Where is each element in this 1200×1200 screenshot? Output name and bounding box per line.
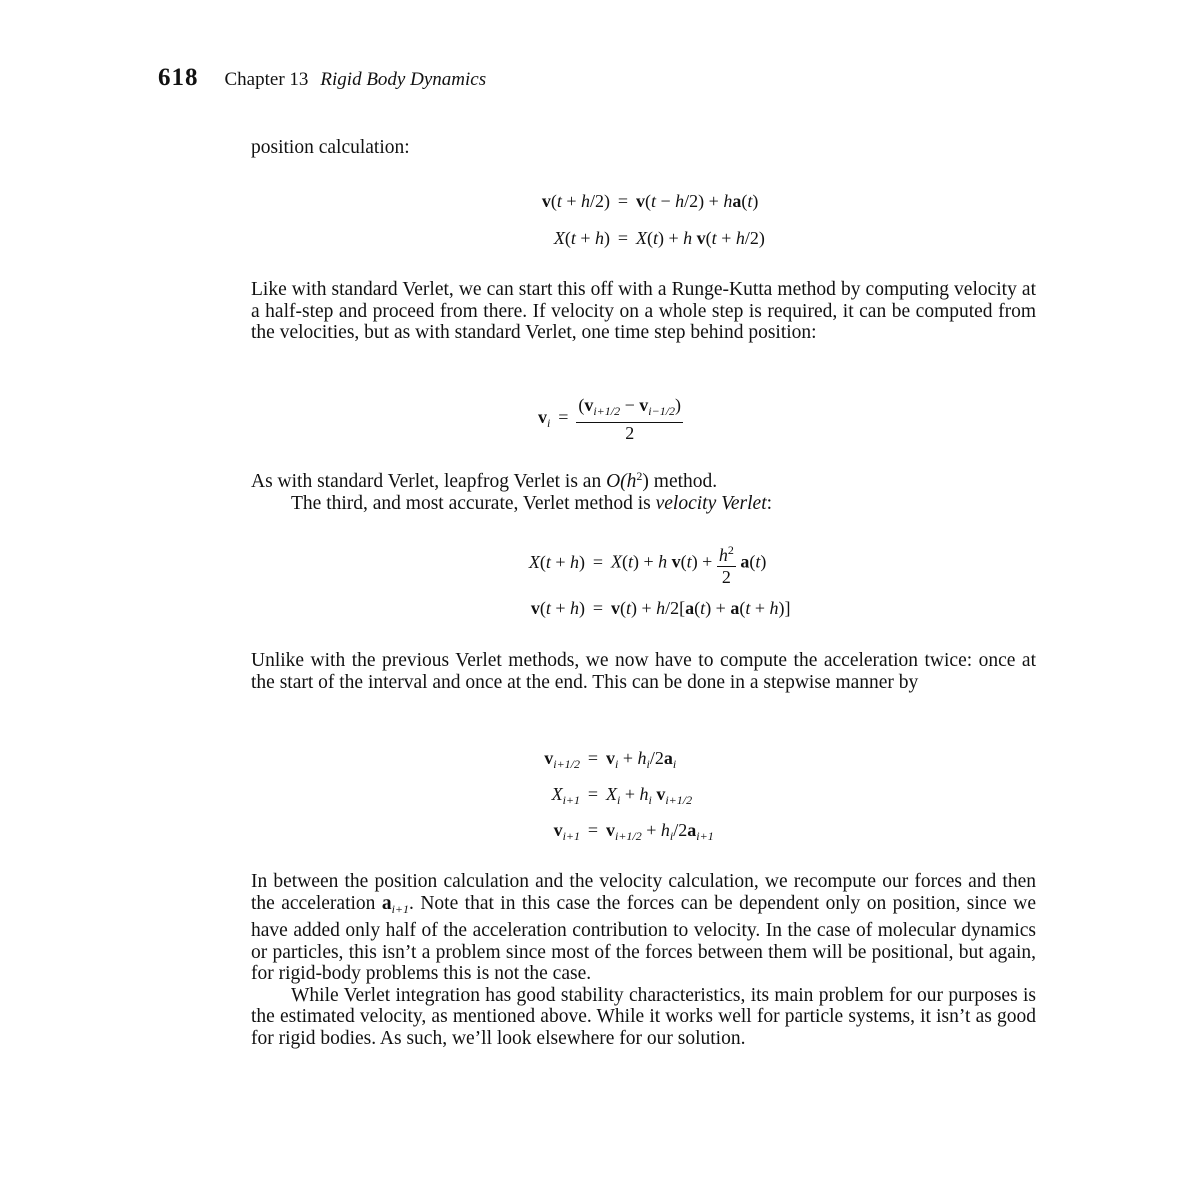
running-header xyxy=(158,64,486,92)
equation-velocity-average xyxy=(538,395,683,443)
equation-lhs: $X_{i+1}$ xyxy=(551,784,580,807)
equation-lhs: X(t + h) xyxy=(528,551,585,572)
paragraph-accel-twice xyxy=(251,650,1036,693)
equals-sign: = xyxy=(617,228,629,248)
fraction xyxy=(717,540,736,587)
equation-rhs: v(t) + h/2[a(t) + a(t + h)] xyxy=(611,598,791,618)
paragraph-position-calculation xyxy=(251,137,1036,159)
equation-leapfrog-position xyxy=(460,227,765,249)
equation-lhs: $v_i$ xyxy=(538,407,551,431)
equation-lhs: v(t + h/2) xyxy=(541,191,610,211)
equation-rhs: $v_i + h_i/2a_i$ xyxy=(606,748,677,771)
equals-sign: = xyxy=(558,407,569,428)
equals-sign: = xyxy=(617,191,629,211)
equals-sign: = xyxy=(592,598,604,618)
equation-lhs: X(t + h) xyxy=(553,228,610,248)
paragraph-text: position calculation: xyxy=(251,137,410,158)
equation-stepwise-half-velocity xyxy=(470,747,676,775)
equation-stepwise-full-velocity xyxy=(470,819,714,847)
equation-velocity-verlet-position xyxy=(440,540,766,587)
fraction-numerator: $h^2$ xyxy=(717,540,736,567)
equation-lhs: $v_{i+1}$ xyxy=(553,820,580,843)
paragraph-runge-kutta xyxy=(251,279,1036,344)
equation-rhs: $X_i + h_i$ $v_{i+1/2}$ xyxy=(606,784,693,807)
paragraph-text: Like with standard Verlet, we can start this off with a Runge-Kutta method by computing velocity at a half-step and proceed from there. If velocity on a whole step is required, it can be computed from the velocities, but as with standard Verlet, one time step behind position: xyxy=(251,279,1036,343)
equation-lhs: $v_{i+1/2}$ xyxy=(544,748,580,771)
fraction-denominator: 2 xyxy=(721,567,731,587)
equation-lhs: v(t + h) xyxy=(530,598,585,618)
fraction xyxy=(576,395,683,443)
paragraph-text: In between the position calculation and the velocity calculation, we recompute our forces and then the acceleration $a_{i+1}$. Note that in this case the forces can be dependent only on position, since we have added only half of the acceleration contribution to velocity. In the case of molecular dynamics or particles, this isn’t a problem since most of the forces between them will be positional, but again, for rigid-body problems this is not the case. xyxy=(251,871,1036,984)
equals-sign: = xyxy=(592,551,604,572)
equals-sign: = xyxy=(587,784,599,804)
paragraph-text: While Verlet integration has good stability characteristics, its main problem for our purposes is the estimated velocity, as mentioned above. While it works well for particle systems, it isn’t as good for rigid bodies. As such, we’ll look elsewhere for our solution. xyxy=(251,984,1036,1049)
paragraph-recompute-forces xyxy=(251,871,1036,1049)
equation-rhs: X(t) + h v(t + h/2) xyxy=(636,228,765,248)
paragraph-leapfrog-order xyxy=(251,466,1036,514)
equals-sign: = xyxy=(587,820,599,840)
chapter-label: Chapter 13 xyxy=(224,69,309,90)
fraction-numerator: $(v_{i+1/2} - v_{i-1/2})$ xyxy=(576,395,683,423)
equation-rhs: X(t) + h v(t) + $\frac{h^2}{2}$ a(t) xyxy=(611,540,766,587)
equation-stepwise-position xyxy=(470,783,692,811)
equation-leapfrog-velocity xyxy=(460,190,758,212)
equation-rhs: $v_{i+1/2} + h_i/2a_{i+1}$ xyxy=(606,820,714,843)
fraction-denominator: 2 xyxy=(625,423,635,443)
equation-rhs: v(t − h/2) + ha(t) xyxy=(636,191,759,211)
chapter-title: Rigid Body Dynamics xyxy=(320,69,487,90)
equals-sign: = xyxy=(587,748,599,768)
paragraph-text: As with standard Verlet, leapfrog Verlet is an $O(h^2)$ method. xyxy=(251,469,718,492)
paragraph-text: The third, and most accurate, Verlet method is velocity Verlet: xyxy=(291,492,773,514)
paragraph-text: Unlike with the previous Verlet methods, we now have to compute the acceleration twice: once at the start of the interval and once at the end. This can be done in a stepwise manner by xyxy=(251,650,1036,693)
equation-velocity-verlet-velocity xyxy=(440,597,791,619)
page-number: 618 xyxy=(158,64,199,91)
